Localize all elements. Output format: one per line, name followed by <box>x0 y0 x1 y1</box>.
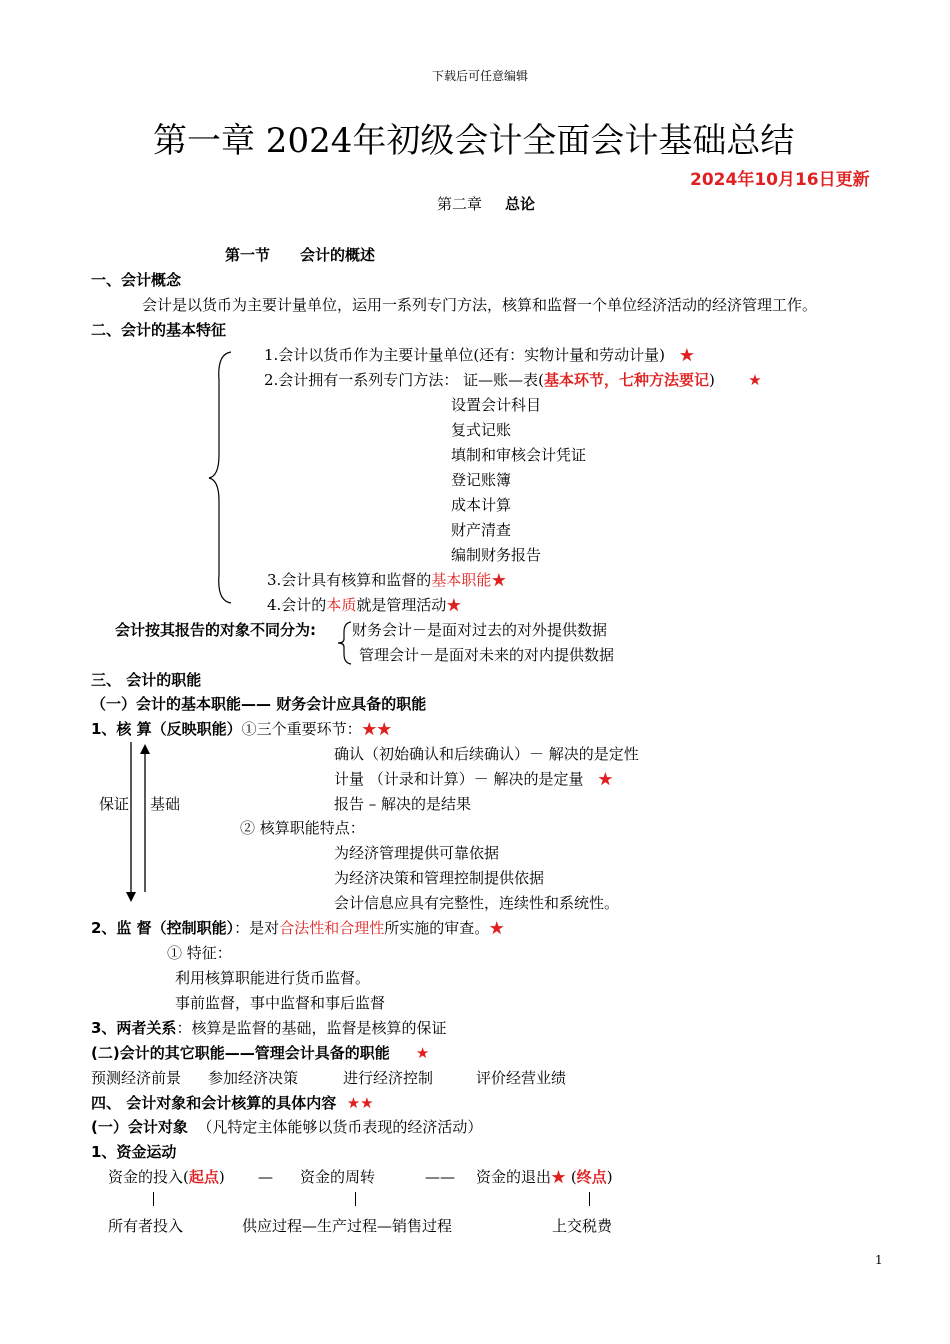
below-item: 所有者投入 <box>108 1217 184 1235</box>
star-icon: ★ <box>597 770 613 788</box>
star-icon: ★ <box>551 1168 567 1186</box>
update-date: 2024年10月16日更新 <box>690 170 870 190</box>
method-item: 填制和审核会计凭证 <box>451 446 587 464</box>
s2-heading: 二、会计的基本特征 <box>91 321 227 339</box>
feature-item: 会计信息应具有完整性，连续性和系统性。 <box>334 894 620 912</box>
method-item: 登记账簿 <box>451 471 512 489</box>
connector-line <box>589 1192 590 1206</box>
document-title: 第一章 2024年初级会计全面会计基础总结 <box>153 121 795 161</box>
star-icon: ★★ <box>361 720 392 738</box>
classify-label: 会计按其报告的对象不同分为: <box>115 621 316 639</box>
page-header: 下载后可任意编辑 <box>432 69 529 83</box>
supervision-heading: 2、监 督（控制职能）：是对合法性和合理性所实施的审查。★ <box>91 919 505 937</box>
flow-turnover: 资金的周转 <box>300 1168 376 1186</box>
chapter-name: 总论 <box>505 195 536 213</box>
accounting-heading: 1、核 算（反映职能）①三个重要环节：★★ <box>91 720 392 738</box>
classify-item: 管理会计－是面对未来的对内提供数据 <box>359 646 615 664</box>
link-item: 报告 – 解决的是结果 <box>334 795 472 813</box>
s3-heading: 三、 会计的职能 <box>91 671 202 689</box>
feature-2: 2.会计拥有一系列专门方法： 证—账—表(基本环节，七种方法要记) ★ <box>264 371 762 389</box>
flow-input: 资金的投入(起点) <box>108 1168 225 1186</box>
s3-sub2: (二)会计的其它职能——管理会计具备的职能 ★ <box>91 1044 430 1062</box>
method-item: 编制财务报告 <box>451 546 542 564</box>
method-item: 复式记账 <box>451 421 512 439</box>
star-icon: ★ <box>679 346 695 364</box>
sup-features-label: ① 特征： <box>167 944 232 962</box>
feature-4: 4.会计的本质就是管理活动★ <box>267 596 462 614</box>
link-item: 确认（初始确认和后续确认）－ 解决的是定性 <box>334 745 639 763</box>
chapter-number: 第二章 <box>437 195 483 213</box>
classify-item: 财务会计－是面对过去的对外提供数据 <box>352 621 608 639</box>
flow-heading: 1、资金运动 <box>91 1143 177 1161</box>
features-label: ② 核算职能特点： <box>240 819 365 837</box>
other-func: 评价经营业绩 <box>476 1069 567 1087</box>
sup-feature-item: 利用核算职能进行货币监督。 <box>175 969 371 987</box>
s4-heading: 四、 会计对象和会计核算的具体内容 ★★ <box>91 1094 374 1112</box>
flow-dash: — <box>258 1168 273 1186</box>
relation-text: 3、两者关系：核算是监督的基础，监督是核算的保证 <box>91 1019 447 1037</box>
feature-1: 1.会计以货币作为主要计量单位(还有：实物计量和劳动计量) ★ <box>264 346 695 364</box>
section-name: 会计的概述 <box>300 246 376 264</box>
feature-3: 3.会计具有核算和监督的基本职能★ <box>267 571 507 589</box>
method-item: 设置会计科目 <box>451 396 542 414</box>
s3-sub1: （一）会计的基本职能—— 财务会计应具备的职能 <box>91 695 427 713</box>
star-icon: ★ <box>748 371 762 389</box>
big-brace <box>205 350 235 605</box>
s1-text: 会计是以货币为主要计量单位，运用一系列专门方法，核算和监督一个单位经济活动的经济管理工作。 <box>142 296 818 314</box>
method-item: 财产清查 <box>451 521 512 539</box>
star-icon: ★ <box>491 571 507 589</box>
sup-feature-item: 事前监督，事中监督和事后监督 <box>175 994 386 1012</box>
other-func: 进行经济控制 <box>343 1069 434 1087</box>
other-func: 参加经济决策 <box>208 1069 299 1087</box>
star-icon: ★★ <box>346 1094 374 1112</box>
method-item: 成本计算 <box>451 496 512 514</box>
link-item: 计量 （计录和计算）－ 解决的是定量 ★ <box>334 770 613 788</box>
object-line: (一）会计对象 （凡特定主体能够以货币表现的经济活动） <box>91 1118 483 1136</box>
connector-line <box>355 1192 356 1206</box>
feature-item: 为经济决策和管理控制提供依据 <box>334 869 545 887</box>
s1-heading: 一、会计概念 <box>91 271 182 289</box>
section-number: 第一节 <box>225 246 271 264</box>
star-icon: ★ <box>415 1044 430 1062</box>
other-func: 预测经济前景 <box>91 1069 182 1087</box>
star-icon: ★ <box>489 919 505 937</box>
connector-line <box>153 1192 154 1206</box>
basis-label: 基础 <box>150 795 181 813</box>
star-icon: ★ <box>446 596 462 614</box>
below-item: 供应过程—生产过程—销售过程 <box>242 1217 453 1235</box>
guarantee-label: 保证 <box>99 795 130 813</box>
flow-exit: 资金的退出★ (终点) <box>476 1168 613 1186</box>
up-down-arrows <box>122 740 152 905</box>
flow-dash: —— <box>425 1168 455 1186</box>
feature-item: 为经济管理提供可靠依据 <box>334 844 500 862</box>
below-item: 上交税费 <box>552 1217 613 1235</box>
page-number: 1 <box>875 1253 883 1267</box>
